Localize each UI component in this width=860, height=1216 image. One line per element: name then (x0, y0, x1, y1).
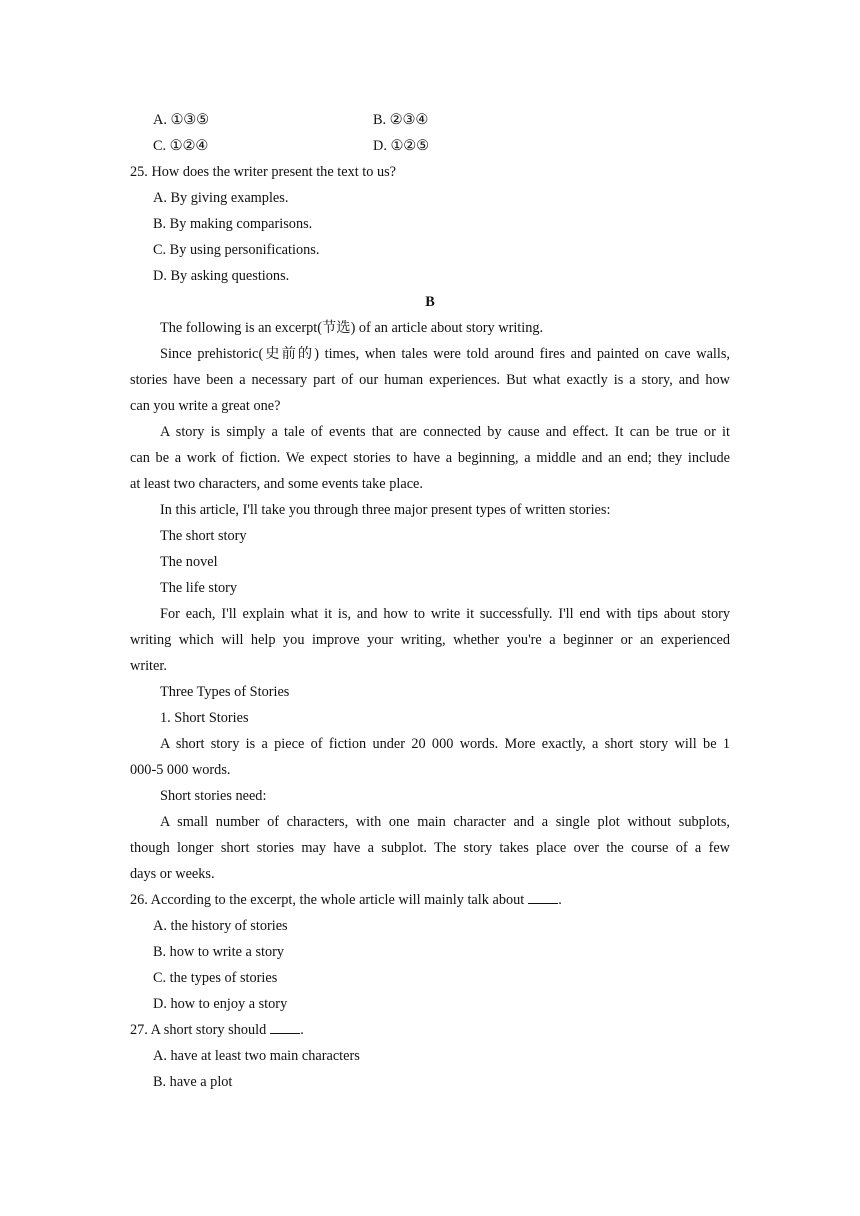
option-c: C. ①②④ (153, 138, 209, 154)
question-26-option-d: D. how to enjoy a story (153, 996, 288, 1012)
story-type-item: The life story (160, 580, 238, 596)
page-content (130, 107, 730, 1095)
passage-intro: The following is an excerpt(节选) of an article about story writing. (160, 320, 544, 336)
passage-subheading: Three Types of Stories (160, 684, 290, 700)
passage-paragraph-2-line-3: at least two characters, and some events take place. (130, 476, 423, 492)
question-27-option-b: B. have a plot (153, 1074, 233, 1090)
option-a: A. ①③⑤ (153, 112, 209, 128)
passage-paragraph-1-line-2: stories have been a necessary part of our human experiences. But what exactly is a story, and how (130, 372, 730, 388)
passage-paragraph-4-line-3: writer. (130, 658, 167, 674)
passage-paragraph-7-line-3: days or weeks. (130, 866, 215, 882)
question-26-end: . (558, 892, 562, 908)
passage-paragraph-4-line-1: For each, I'll explain what it is, and how to write it successfully. I'll end with tips about story (160, 606, 730, 622)
question-27-text: 27. A short story should (130, 1022, 267, 1038)
question-25-option-a: A. By giving examples. (153, 190, 289, 206)
section-heading: B (425, 294, 435, 310)
previous-question-options-row-1 (130, 107, 730, 133)
question-27-option-a: A. have at least two main characters (153, 1048, 360, 1064)
question-26-text: 26. According to the excerpt, the whole article will mainly talk about (130, 892, 525, 908)
passage-paragraph-7-line-1: A small number of characters, with one main character and a single plot without subplots, (160, 814, 730, 830)
option-d: D. ①②⑤ (373, 138, 429, 154)
passage-paragraph-2-line-2: can be a work of fiction. We expect stories to have a beginning, a middle and an end; they include (130, 450, 730, 466)
answer-blank (528, 889, 558, 904)
story-type-item: The novel (160, 554, 218, 570)
question-26-option-b: B. how to write a story (153, 944, 285, 960)
question-25-option-c: C. By using personifications. (153, 242, 320, 258)
question-27-stem (130, 1017, 730, 1043)
passage-paragraph-1-line-3: can you write a great one? (130, 398, 281, 414)
passage-paragraph-3: In this article, I'll take you through three major present types of written stories: (160, 502, 611, 518)
story-type-item: The short story (160, 528, 247, 544)
passage-paragraph-6: Short stories need: (160, 788, 267, 804)
passage-paragraph-4-line-2: writing which will help you improve your writing, whether you're a beginner or an experienced (130, 632, 730, 648)
passage-paragraph-2-line-1: A story is simply a tale of events that are connected by cause and effect. It can be true or it (160, 424, 730, 440)
passage-paragraph-5-line-1: A short story is a piece of fiction under 20 000 words. More exactly, a short story will be 1 (160, 736, 730, 752)
question-27-end: . (300, 1022, 304, 1038)
previous-question-options-row-2 (130, 133, 730, 159)
question-26-stem (130, 887, 730, 913)
passage-paragraph-5-line-2: 000-5 000 words. (130, 762, 231, 778)
question-26-option-c: C. the types of stories (153, 970, 278, 986)
question-26-option-a: A. the history of stories (153, 918, 288, 934)
passage-paragraph-1-line-1: Since prehistoric(史前的) times, when tales were told around fires and painted on cave walls, (160, 346, 730, 362)
question-25-option-d: D. By asking questions. (153, 268, 290, 284)
option-b: B. ②③④ (373, 112, 429, 128)
question-25-option-b: B. By making comparisons. (153, 216, 313, 232)
passage-paragraph-7-line-2: though longer short stories may have a subplot. The story takes place over the course of a few (130, 840, 730, 856)
passage-subheading-short-stories: 1. Short Stories (160, 710, 249, 726)
answer-blank (270, 1019, 300, 1034)
question-25-stem: 25. How does the writer present the text to us? (130, 164, 397, 180)
